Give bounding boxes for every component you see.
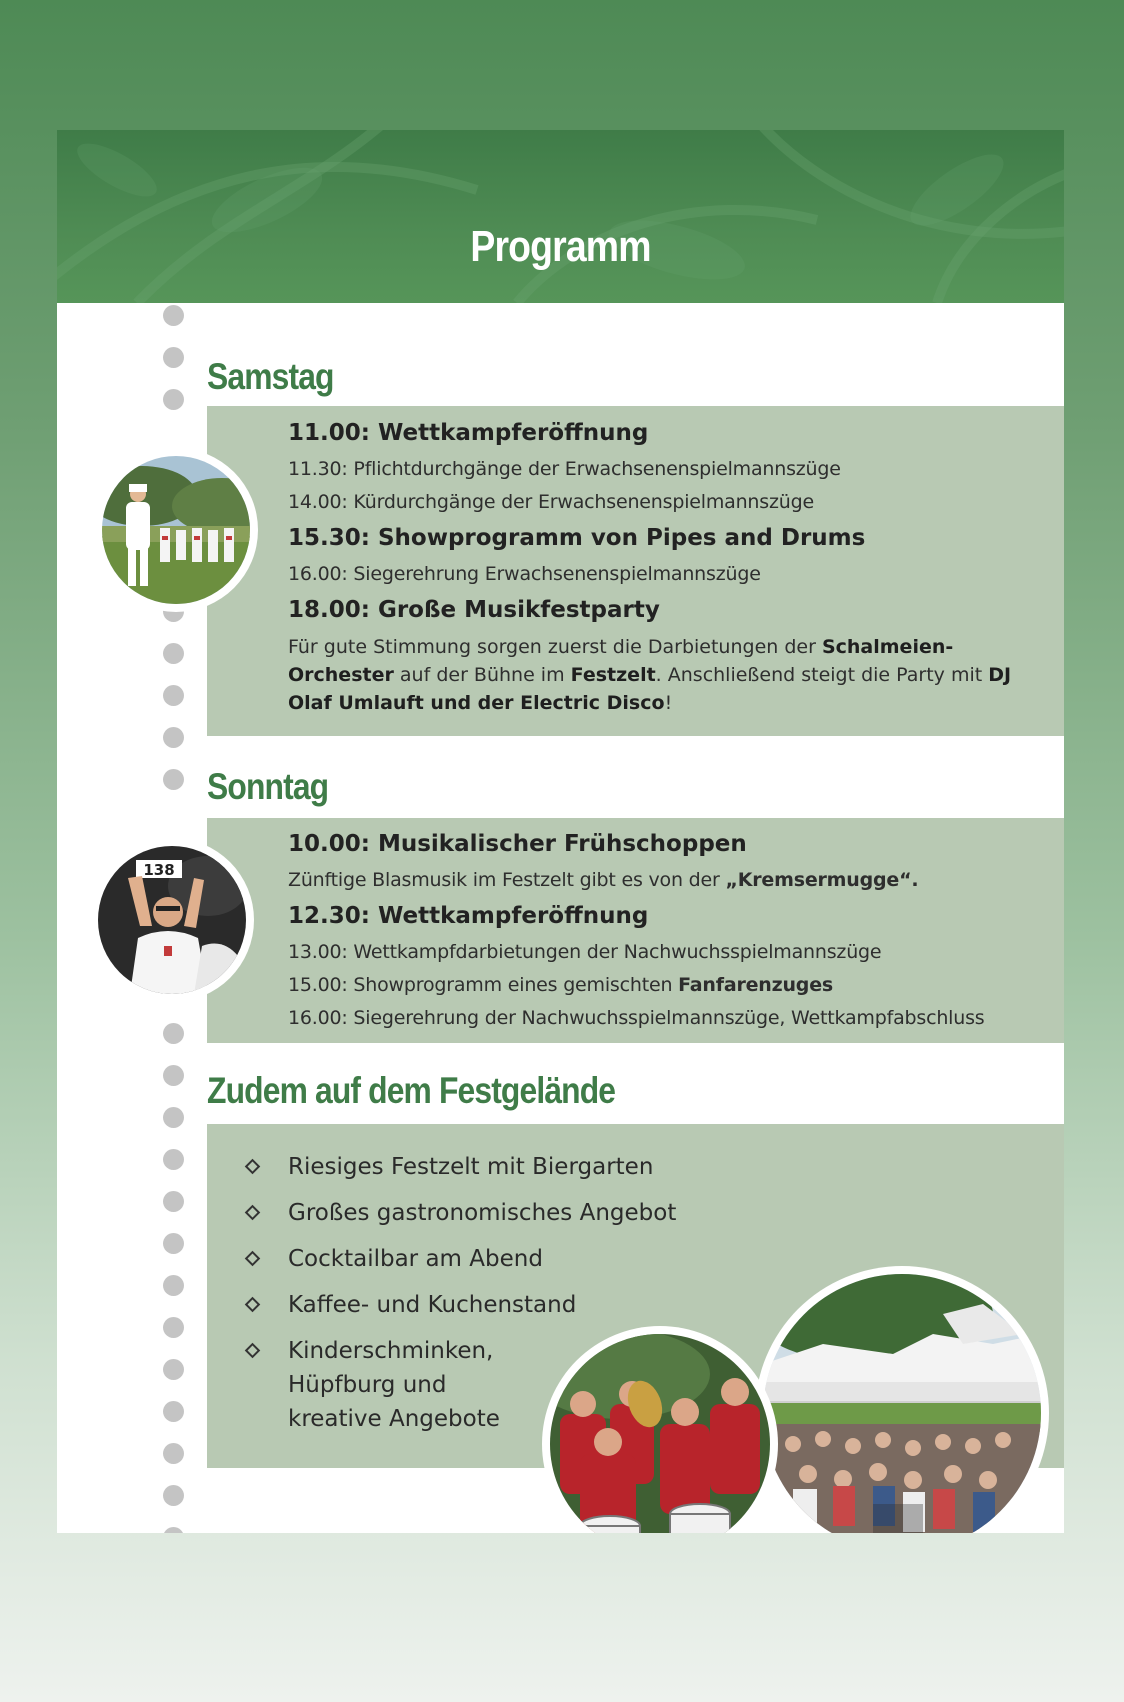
spiral-ring-icon	[163, 727, 184, 748]
extras-heading: Zudem auf dem Festgelände	[207, 1070, 616, 1111]
spiral-ring-icon	[163, 1275, 184, 1296]
program-header	[57, 130, 1064, 303]
saturday-event: 18.00: Große Musikfestparty	[288, 597, 660, 623]
spiral-ring-icon	[163, 1149, 184, 1170]
saturday-event: 11.00: Wettkampferöffnung	[288, 420, 649, 446]
sunday-event: 15.00: Showprogramm eines gemischten Fanfarenzuges	[288, 974, 834, 996]
spiral-ring-icon	[163, 1191, 184, 1212]
spiral-ring-icon	[163, 1359, 184, 1380]
spiral-ring-icon	[163, 1485, 184, 1506]
spiral-ring-icon	[163, 1107, 184, 1128]
spiral-ring-icon	[163, 389, 184, 410]
sunday-event: 13.00: Wettkampfdarbietungen der Nachwuchsspielmannszüge	[288, 941, 882, 963]
sunday-event: 12.30: Wettkampferöffnung	[288, 903, 649, 929]
saturday-event: 16.00: Siegerehrung Erwachsenenspielmannszüge	[288, 563, 761, 585]
sunday-event: 10.00: Musikalischer Frühschoppen	[288, 831, 747, 857]
saturday-event: 15.30: Showprogramm von Pipes and Drums	[288, 525, 866, 551]
party-description: Für gute Stimmung sorgen zuerst die Darbietungen der Schalmeien- Orchester auf der Bühne im Festzelt. Anschließend steigt die Party mit DJ Olaf Umlauft und der Electric Disco!	[288, 636, 1012, 714]
spiral-ring-icon	[163, 1023, 184, 1044]
score-card: 138	[143, 861, 175, 879]
saturday-event: 14.00: Kürdurchgänge der Erwachsenenspielmannszüge	[288, 491, 814, 513]
sunday-heading: Sonntag	[207, 766, 329, 807]
spiral-ring-icon	[163, 347, 184, 368]
spiral-ring-icon	[163, 1401, 184, 1422]
saturday-heading: Samstag	[207, 356, 334, 397]
scorecard-photo	[90, 838, 254, 1002]
sunday-event: 16.00: Siegerehrung der Nachwuchsspielmannszüge, Wettkampfabschluss	[288, 1007, 985, 1029]
spiral-ring-icon	[163, 305, 184, 326]
spiral-ring-icon	[163, 1443, 184, 1464]
spiral-ring-icon	[163, 1065, 184, 1086]
spiral-ring-icon	[163, 1317, 184, 1338]
spiral-ring-icon	[163, 1527, 184, 1533]
spiral-ring-icon	[163, 685, 184, 706]
program-flyer: Programm Samstag 11.00: Wettkampferöffnung 11.30: Pflichtdurchgänge der Erwachsenenspielmannszüge 14.00: Kürdurchgänge der Erwachsenenspielmannszüge 15.30: Showprogramm von Pipes and Drums 16.00: Siegerehrung Erwachsenenspielmannszüge 18.00: Große Musikfestparty Für gute Stimmung sorgen zuerst die Darbietungen der Schalmeien- Orchester auf der Bühne im Festzelt. Anschließend steigt die Party mit DJ Olaf Umlauft und der Electric Disco! Sonntag 10.00: Musikalischer Frühschoppen Zünftige Blasmusik im Festzelt gibt es von der „Kremsermugge“. 12.30: Wettkampferöffnung 13.00: Wettkampfdarbietungen der Nachwuchsspielmannszüge 15.00: Showprogramm eines gemischten Fanfarenzuges 16.00: Siegerehrung der Nachwuchsspielmannszüge, Wettkampfabschluss 138 Zudem auf dem Festgelände Riesiges Festzelt mit Biergarten Großes gastronomisches Angebot Cocktailbar am Abend Kaffee- und Kuchenstand Kinderschminken, Hüpfburg und kreative Angebote	[57, 130, 1064, 1533]
spiral-ring-icon	[163, 643, 184, 664]
sunday-event-description: Zünftige Blasmusik im Festzelt gibt es von der „Kremsermugge“.	[288, 869, 919, 891]
header-leaf-pattern	[57, 130, 1064, 303]
page-title: Programm	[470, 222, 651, 271]
spiral-ring-icon	[163, 1233, 184, 1254]
spiral-ring-icon	[163, 769, 184, 790]
marching-band-photo	[94, 448, 258, 612]
saturday-event: 11.30: Pflichtdurchgänge der Erwachsenenspielmannszüge	[288, 458, 841, 480]
